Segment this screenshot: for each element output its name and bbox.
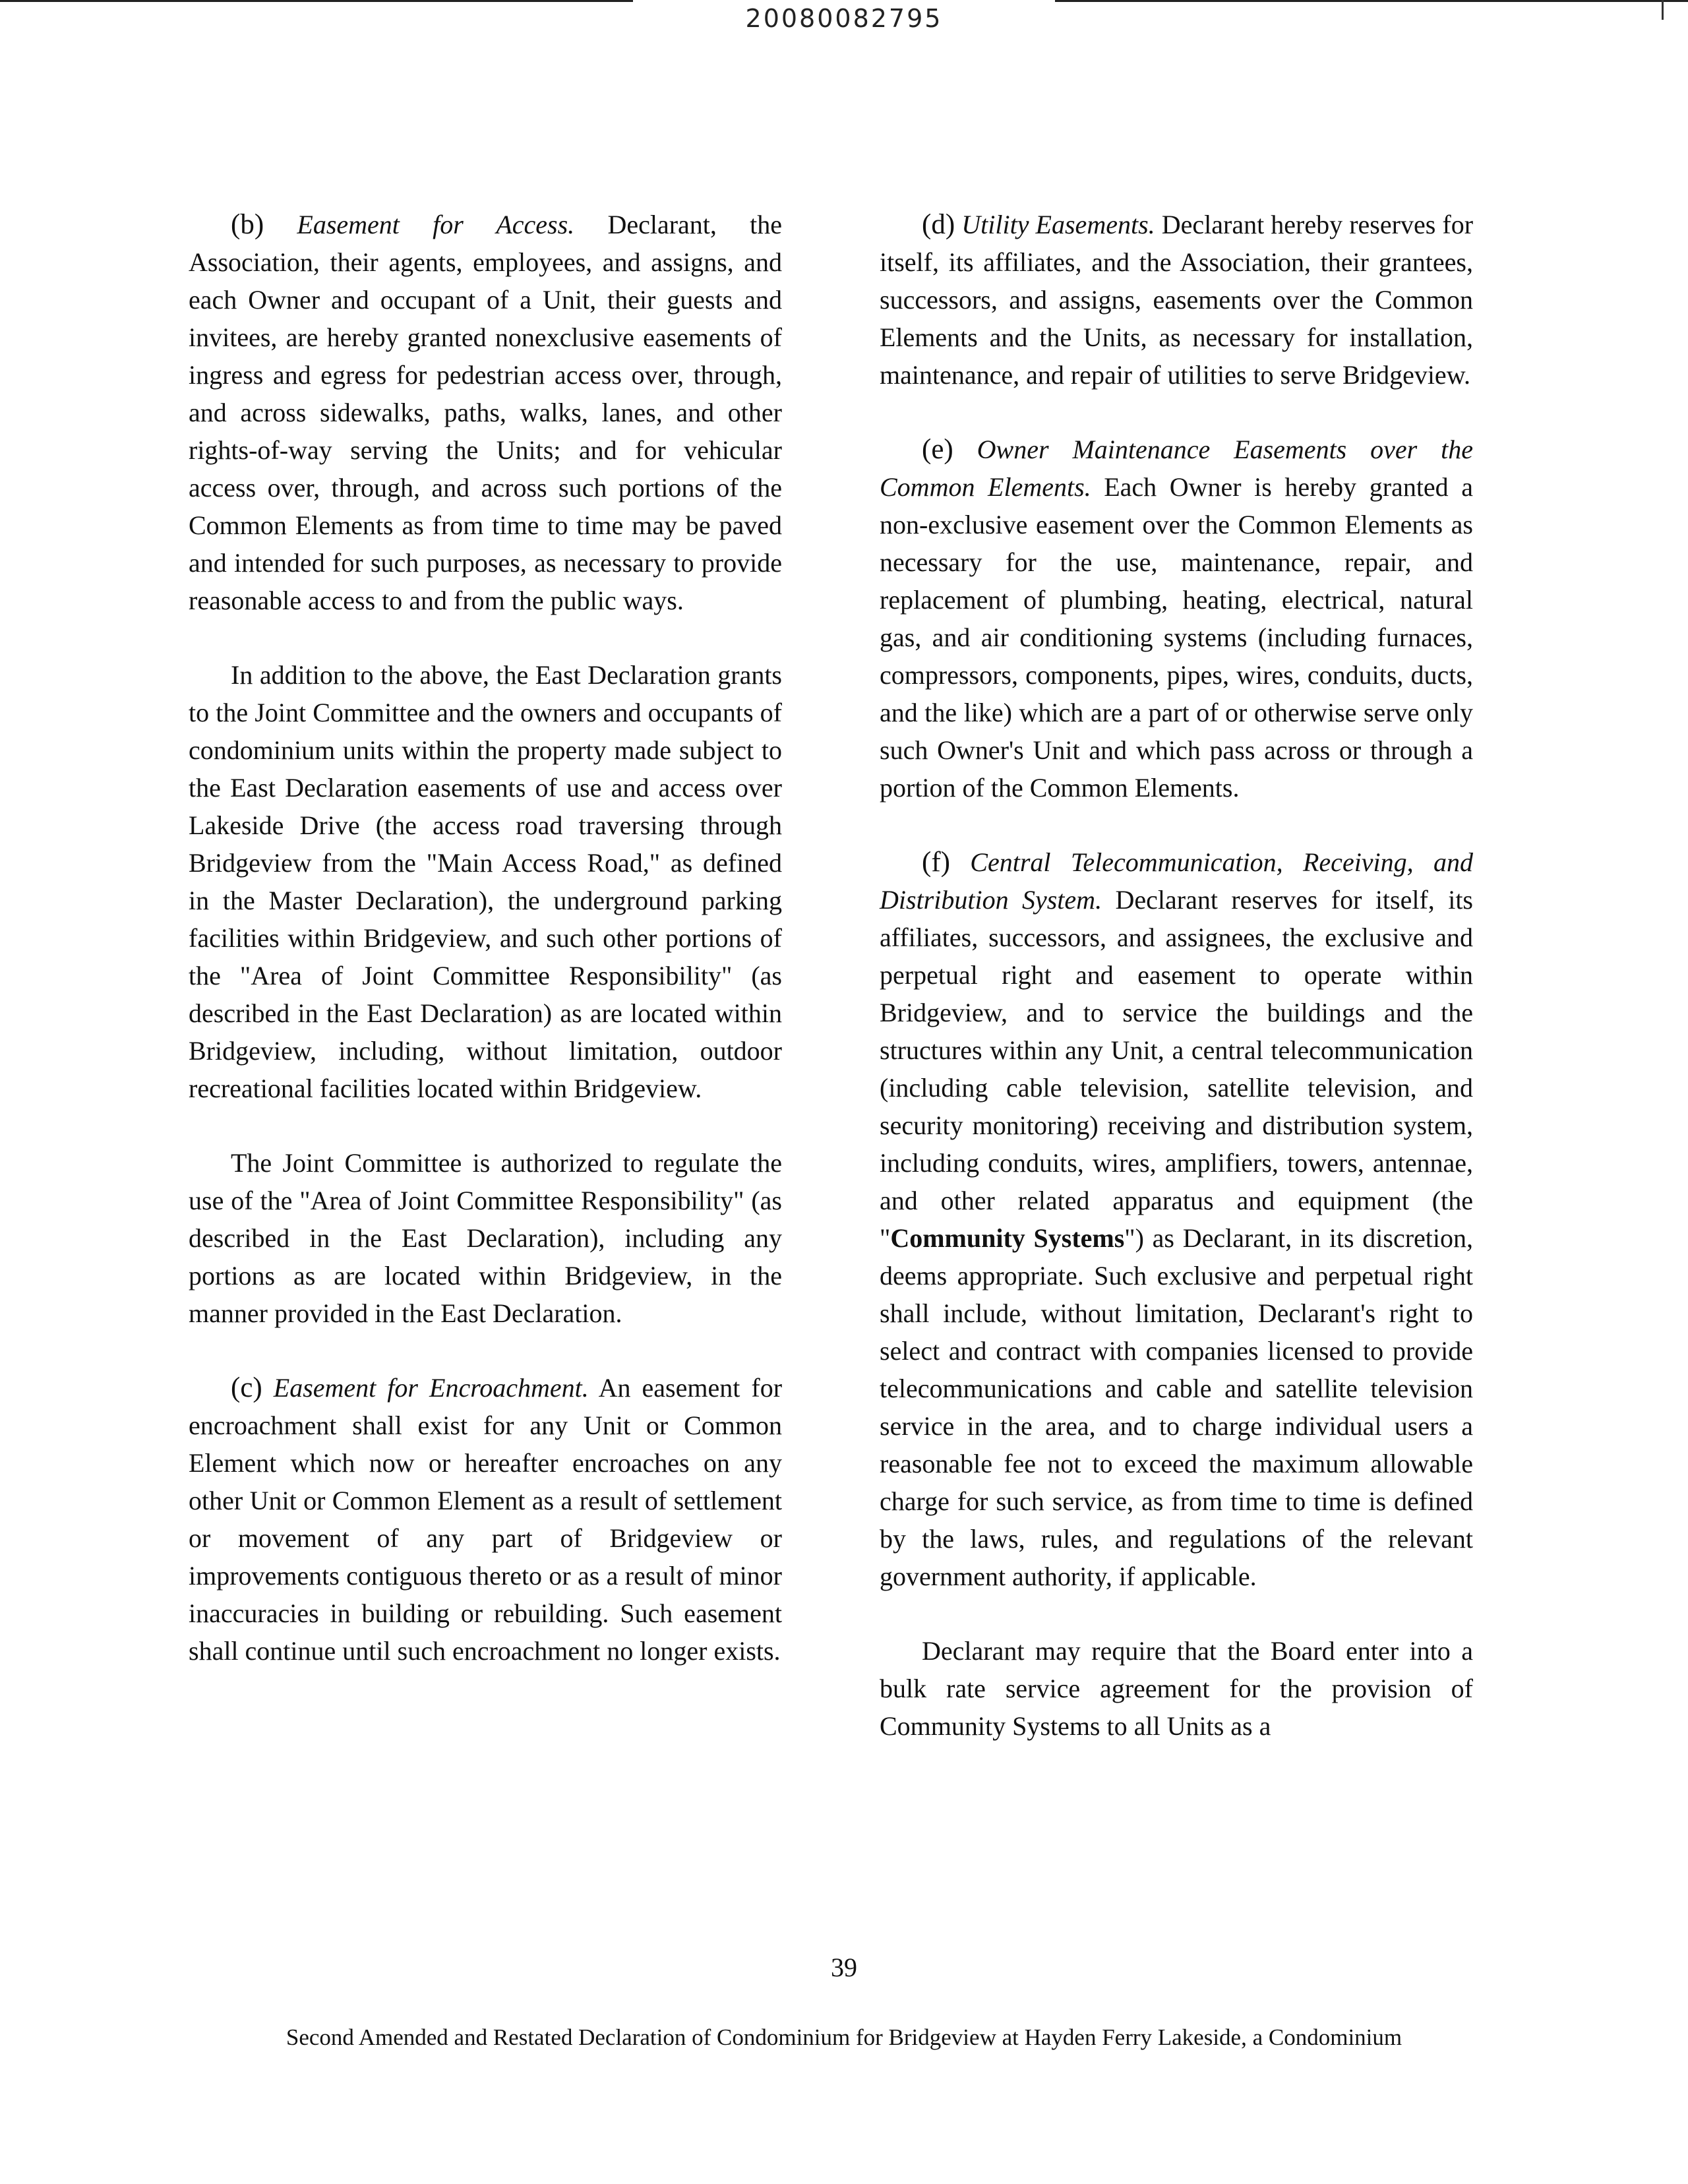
- document-number: 20080082795: [745, 4, 943, 33]
- section-b: [189, 206, 782, 619]
- section-b-body: Declarant, the Association, their agents, employees, and assigns, and each Owner and occupant of a Unit, their guests and invitees, are hereby granted nonexclusive easements of ingress and egress for pedestrian access over, through, and across sidewalks, paths, walks, lanes, and other rights-of-way serving the Units; and for vehicular access over, through, and across such portions of the Common Elements as from time to time may be paved and intended for such purposes, as necessary to provide reasonable access to and from the public ways.: [189, 210, 783, 615]
- community-systems-term: Community Systems: [890, 1223, 1125, 1253]
- section-f-label: (f): [922, 847, 950, 878]
- paragraph-joint-committee: The Joint Committee is authorized to regulate the use of the "Area of Joint Committee Responsibility" (as described in the East Declaration), including any portions as are located within Bridgeview, in the manner provided in the East Declaration.: [189, 1148, 782, 1328]
- section-c-heading: Easement for Encroachment.: [273, 1373, 589, 1403]
- right-column: [880, 206, 1473, 1782]
- paragraph-east-declaration: In addition to the above, the East Declaration grants to the Joint Committee and the owners and occupants of condominium units within the property made subject to the East Declaration easements of use and access over Lakeside Drive (the access road traversing through Bridgeview from the "Main Access Road," as defined in the Master Declaration), the underground parking facilities within Bridgeview, and such other portions of the "Area of Joint Committee Responsibility" (as described in the East Declaration) as are located within Bridgeview, including, without limitation, outdoor recreational facilities located within Bridgeview.: [189, 660, 782, 1103]
- section-d-label: (d): [922, 209, 955, 240]
- page-number: 39: [831, 1953, 857, 1982]
- scan-top-edge-left: [0, 0, 633, 2]
- paragraph-bulk-rate: Declarant may require that the Board enter into a bulk rate service agreement for the provision of Community Systems to all Units as a: [880, 1636, 1473, 1741]
- scan-top-edge-right: [1055, 0, 1688, 2]
- section-c: [189, 1369, 782, 1670]
- section-d: [880, 206, 1473, 394]
- section-e-body: Each Owner is hereby granted a non-exclusive easement over the Common Elements as necessary for the use, maintenance, repair, and replacement of plumbing, heating, electrical, natural gas, and air conditioning systems (including furnaces, compressors, components, pipes, wires, conduits, ducts, and the like) which are a part of or otherwise serve only such Owner's Unit and which pass across or through a portion of the Common Elements.: [880, 472, 1473, 803]
- section-f-heading: Central Telecommunication, Receiving, and Distribution System.: [880, 847, 1473, 915]
- section-f-body-1: Declarant reserves for itself, its affiliates, successors, and assignees, the exclusive and perpetual right and easement to operate within Bridgeview, and to service the buildings and the structures within any Unit, a central telecommunication (including cable television, satellite television, and security monitoring) receiving and distribution system, including conduits, wires, amplifiers, towers, antennae, and other related apparatus and equipment (the ": [880, 885, 1473, 1253]
- section-c-label: (c): [231, 1372, 262, 1403]
- section-e: [880, 431, 1473, 806]
- scan-right-edge-mark: [1662, 0, 1664, 20]
- section-c-body: An easement for encroachment shall exist for any Unit or Common Element which now or hereafter encroaches on any other Unit or Common Element as a result of settlement or movement of any part of Bridgeview or improvements contiguous thereto or as a result of minor inaccuracies in building or rebuilding. Such easement shall continue until such encroachment no longer exists.: [189, 1373, 783, 1666]
- section-b-label: (b): [231, 209, 264, 240]
- footer-title: Second Amended and Restated Declaration of Condominium for Bridgeview at Hayden Ferry Lakeside, a Condominium: [286, 2024, 1402, 2050]
- section-e-heading: Owner Maintenance Easements over the Common Elements.: [880, 435, 1474, 502]
- section-d-heading: Utility Easements.: [961, 210, 1155, 239]
- section-e-label: (e): [922, 434, 953, 465]
- section-d-body: Declarant hereby reserves for itself, its affiliates, and the Association, their grantees, successors, and assigns, easements over the Common Elements and the Units, as necessary for installation, maintenance, and repair of utilities to serve Bridgeview.: [880, 210, 1474, 390]
- section-f: [880, 843, 1473, 1595]
- section-f-body-2: ") as Declarant, in its discretion, deems appropriate. Such exclusive and perpetual right shall include, without limitation, Declarant's right to select and contract with companies licensed to provide telecommunications and cable and satellite television service in the area, and to charge individual users a reasonable fee not to exceed the maximum allowable charge for such service, as from time to time is defined by the laws, rules, and regulations of the relevant government authority, if applicable.: [880, 1223, 1474, 1591]
- left-column: [189, 206, 782, 1707]
- section-b-heading: Easement for Access.: [297, 210, 575, 239]
